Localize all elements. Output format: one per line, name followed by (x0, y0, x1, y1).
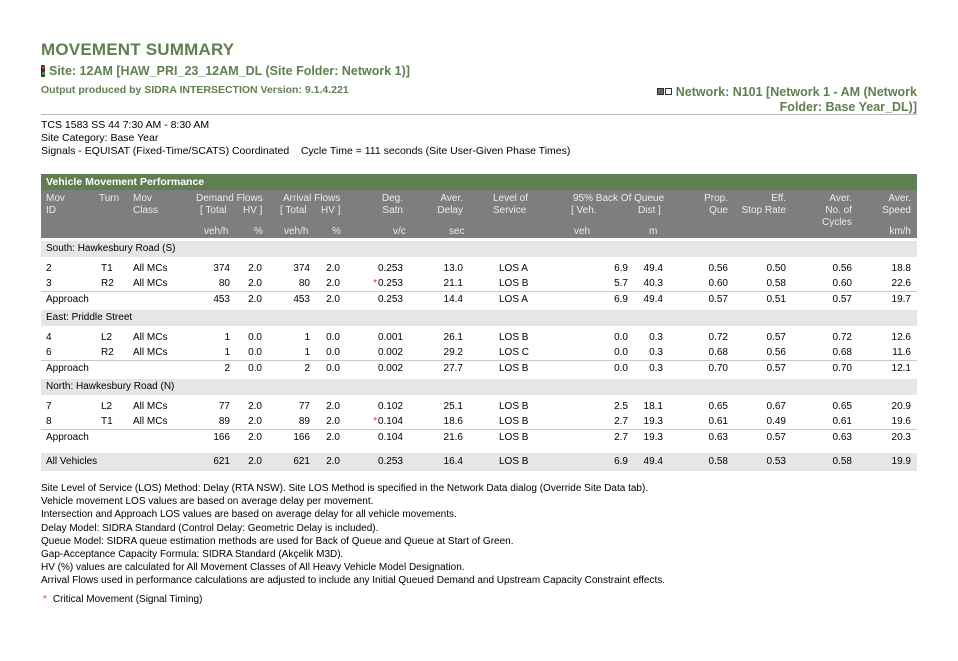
hdr-demand-hv: HV ] (243, 205, 263, 216)
deg-value: 0.104 (377, 416, 403, 427)
cell-dt: 2 (224, 363, 230, 374)
cell-esr: 0.49 (766, 416, 786, 427)
cell-delay: 25.1 (443, 401, 463, 412)
hdr-deg1: Deg. (381, 193, 403, 204)
cell-turn: L2 (101, 401, 113, 412)
cell-ahv: 2.0 (326, 401, 340, 412)
cell-ahv: 0.0 (326, 363, 340, 374)
hdr-aver2: Delay (437, 205, 463, 216)
hdr-demand: Demand Flows (196, 193, 263, 204)
hdr-eff2: Stop Rate (741, 205, 786, 216)
info-line: Site Category: Base Year (41, 132, 159, 144)
cell-qd: 49.4 (643, 263, 663, 274)
cell-delay: 13.0 (443, 263, 463, 274)
cell-dhv: 2.0 (248, 263, 262, 274)
cell-deg: 0.253 (377, 263, 403, 274)
unit-speed: km/h (889, 226, 911, 237)
cell-qd: 19.3 (643, 432, 663, 443)
traffic-signal-icon (41, 65, 45, 77)
cell-deg (373, 414, 403, 429)
cell-pq: 0.57 (708, 294, 728, 305)
hdr-prop2: Que (709, 205, 728, 216)
cell-cls: All MCs (133, 347, 168, 358)
cell-turn: R2 (101, 347, 114, 358)
network-text-1: Network: N101 [Network 1 - AM (Network (675, 85, 917, 99)
cell-pq: 0.70 (708, 363, 728, 374)
unit-queue-veh: veh (574, 226, 591, 237)
cell-qv: 0.0 (614, 347, 628, 358)
hdr-spd2: Speed (882, 205, 911, 216)
table-row (41, 399, 917, 414)
critical-star-icon: * (373, 416, 377, 427)
cell-qv: 2.7 (614, 416, 628, 427)
cell-ahv: 2.0 (326, 294, 340, 305)
unit-demand-total: veh/h (204, 226, 229, 237)
all-vehicles-row (41, 453, 917, 471)
cell-qv: 2.5 (614, 401, 628, 412)
cell-cyc: 0.56 (832, 263, 852, 274)
critical-star-icon: * (43, 594, 47, 605)
cell-qv: 0.0 (614, 363, 628, 374)
cell-ahv: 2.0 (326, 278, 340, 289)
cell-dhv: 0.0 (248, 347, 262, 358)
notes (41, 482, 665, 588)
cell-pq: 0.61 (708, 416, 728, 427)
note-line: Intersection and Approach LOS values are based on average delay for all vehicle movements. (41, 509, 457, 521)
cell-spd: 18.8 (891, 263, 911, 274)
cell-spd: 19.6 (891, 416, 911, 427)
cell-delay: 18.6 (443, 416, 463, 427)
cell-at: 453 (293, 294, 310, 305)
hdr-cyc1: Aver. (829, 193, 852, 204)
cell-esr: 0.57 (766, 432, 786, 443)
hdr-arrival: Arrival Flows (283, 193, 341, 204)
section-heading: North: Hawkesbury Road (N) (41, 379, 917, 395)
cell-id: 7 (46, 401, 52, 412)
network-text-2: Folder: Base Year_DL)] (779, 100, 917, 114)
cell-delay: 21.6 (443, 432, 463, 443)
cell-dhv: 0.0 (248, 332, 262, 343)
network-line (617, 85, 917, 115)
cell-qv: 2.7 (614, 432, 628, 443)
cell-pq: 0.68 (708, 347, 728, 358)
cell-dt: 77 (218, 401, 230, 412)
hdr-aver1: Aver. (440, 193, 463, 204)
note-line: HV (%) values are calculated for All Movement Classes of All Heavy Vehicle Model Designation. (41, 562, 465, 574)
table-row (41, 414, 917, 429)
cell-dt: 374 (213, 263, 230, 274)
cell-esr: 0.57 (766, 332, 786, 343)
cell-cyc: 0.63 (832, 432, 852, 443)
hdr-queue-veh: [ Veh. (571, 205, 597, 216)
cell-dhv: 2.0 (248, 401, 262, 412)
site-info (41, 119, 570, 158)
cell-dt: 80 (218, 278, 230, 289)
cell-dhv: 2.0 (248, 294, 262, 305)
section-heading: South: Hawkesbury Road (S) (41, 241, 917, 257)
cell-spd: 20.3 (891, 432, 911, 443)
cell-cyc: 0.72 (832, 332, 852, 343)
hdr-eff1: Eff. (771, 193, 786, 204)
cell-esr: 0.56 (766, 347, 786, 358)
cell-cls: All MCs (133, 278, 168, 289)
cell-esr: 0.67 (766, 401, 786, 412)
hdr-los1: Level of (493, 193, 529, 204)
cell-ahv: 2.0 (326, 416, 340, 427)
cell-qd: 40.3 (643, 278, 663, 289)
cell-cyc: 0.60 (832, 278, 852, 289)
info-line: TCS 1583 SS 44 7:30 AM - 8:30 AM (41, 119, 210, 131)
note-line: Gap-Acceptance Capacity Formula: SIDRA Standard (Akçelik M3D). (41, 549, 344, 561)
cell-at: 77 (298, 401, 310, 412)
output-line: Output produced by SIDRA INTERSECTION Version: 9.1.4.221 (41, 84, 349, 96)
cell-los: LOS B (499, 416, 529, 427)
cell-dhv: 2.0 (248, 432, 262, 443)
cell-cyc: 0.68 (832, 347, 852, 358)
cell-at: 1 (304, 332, 310, 343)
hdr-queue: 95% Back Of Queue (573, 193, 665, 204)
cell-pq: 0.63 (708, 432, 728, 443)
cell-pq: 0.72 (708, 332, 728, 343)
cell-ahv: 0.0 (326, 347, 340, 358)
hdr-spd1: Aver. (888, 193, 911, 204)
hdr-class1: Mov (133, 193, 152, 204)
cell-ahv: 2.0 (326, 263, 340, 274)
cell-qd: 0.3 (649, 347, 663, 358)
legend (41, 594, 202, 605)
cell-qd: 49.4 (643, 456, 663, 467)
cell-deg: 0.253 (377, 456, 403, 467)
divider (41, 114, 917, 115)
hdr-cyc3: Cycles (821, 217, 852, 228)
cell-dhv: 2.0 (248, 416, 262, 427)
note-line: Delay Model: SIDRA Standard (Control Delay: Geometric Delay is included). (41, 522, 379, 534)
unit-delay: sec (449, 226, 465, 237)
cell-qd: 0.3 (649, 332, 663, 343)
cell-spd: 12.1 (891, 363, 911, 374)
cell-cyc: 0.57 (832, 294, 852, 305)
cell-los: LOS A (499, 294, 528, 305)
cell-deg: 0.102 (377, 401, 403, 412)
unit-arrival-total: veh/h (284, 226, 309, 237)
table-body (41, 241, 917, 471)
cell-ahv: 2.0 (326, 432, 340, 443)
cell-at: 89 (298, 416, 310, 427)
cell-delay: 14.4 (443, 294, 463, 305)
cell-cls: All MCs (133, 263, 168, 274)
cell-at: 166 (293, 432, 310, 443)
cell-id: 6 (46, 347, 52, 358)
cell-turn: T1 (101, 263, 113, 274)
cell-deg: 0.002 (377, 347, 403, 358)
approach-row (41, 360, 917, 376)
site-text: Site: 12AM [HAW_PRI_23_12AM_DL (Site Folder: Network 1)] (49, 64, 410, 78)
cell-cyc: 0.61 (832, 416, 852, 427)
cell-dt: 1 (224, 347, 230, 358)
approach-row (41, 429, 917, 445)
cell-los: LOS B (499, 456, 529, 467)
cell-qv: 6.9 (614, 294, 628, 305)
cell-los: LOS B (499, 401, 529, 412)
cell-esr: 0.57 (766, 363, 786, 374)
unit-arrival-hv: % (332, 226, 341, 237)
hdr-mov: Mov (46, 193, 65, 204)
approach-row (41, 291, 917, 307)
movement-performance-table (41, 174, 917, 471)
cell-id: 8 (46, 416, 52, 427)
cell-deg: 0.253 (377, 294, 403, 305)
table-row (41, 345, 917, 360)
cell-qd: 19.3 (643, 416, 663, 427)
cell-cyc: 0.65 (832, 401, 852, 412)
cell-qd: 49.4 (643, 294, 663, 305)
cell-qd: 0.3 (649, 363, 663, 374)
all-vehicles-label: All Vehicles (46, 456, 98, 467)
cell-spd: 19.9 (891, 456, 911, 467)
cell-pq: 0.60 (708, 278, 728, 289)
table-row (41, 261, 917, 276)
section-heading: East: Priddle Street (41, 310, 917, 326)
hdr-queue-dist: Dist ] (638, 205, 661, 216)
cell-ahv: 2.0 (326, 456, 340, 467)
cell-qv: 0.0 (614, 332, 628, 343)
cell-los: LOS B (499, 432, 529, 443)
cell-turn: T1 (101, 416, 113, 427)
info-line: Signals - EQUISAT (Fixed-Time/SCATS) Coordinated Cycle Time = 111 seconds (Site User-Given Phase Times) (41, 145, 571, 157)
report-title: MOVEMENT SUMMARY (41, 40, 235, 59)
cell-dhv: 2.0 (248, 456, 262, 467)
note-line: Queue Model: SIDRA queue estimation methods are used for Back of Queue and Queue at Start of Green. (41, 535, 514, 547)
unit-deg: v/c (393, 226, 406, 237)
site-line (41, 64, 410, 78)
cell-cyc: 0.70 (832, 363, 852, 374)
cell-at: 2 (304, 363, 310, 374)
note-line: Vehicle movement LOS values are based on average delay per movement. (41, 496, 374, 508)
hdr-turn: Turn (99, 193, 120, 204)
cell-dt: 621 (213, 456, 230, 467)
cell-esr: 0.53 (766, 456, 786, 467)
cell-spd: 19.7 (891, 294, 911, 305)
cell-deg: 0.104 (377, 432, 403, 443)
hdr-arrival-hv: HV ] (321, 205, 341, 216)
hdr-demand-total: [ Total (200, 205, 227, 216)
cell-los: LOS C (499, 347, 530, 358)
cell-los: LOS B (499, 332, 529, 343)
cell-delay: 16.4 (443, 456, 463, 467)
cell-deg: 0.001 (377, 332, 403, 343)
note-line: Site Level of Service (LOS) Method: Delay (RTA NSW). Site LOS Method is specified in the Network Data dialog (Override Site Data tab). (41, 483, 649, 494)
cell-cyc: 0.58 (832, 456, 852, 467)
cell-esr: 0.50 (766, 263, 786, 274)
cell-at: 80 (298, 278, 310, 289)
approach-label: Approach (46, 363, 89, 374)
unit-queue-dist: m (649, 226, 658, 237)
table-row (41, 276, 917, 291)
cell-los: LOS A (499, 263, 528, 274)
cell-qv: 6.9 (614, 456, 628, 467)
cell-dhv: 2.0 (248, 278, 262, 289)
cell-cls: All MCs (133, 416, 168, 427)
deg-value: 0.253 (377, 278, 403, 289)
cell-delay: 29.2 (443, 347, 463, 358)
hdr-los2: Service (493, 205, 527, 216)
hdr-arrival-total: [ Total (280, 205, 307, 216)
cell-spd: 22.6 (891, 278, 911, 289)
cell-pq: 0.58 (708, 456, 728, 467)
cell-id: 4 (46, 332, 52, 343)
cell-turn: L2 (101, 332, 113, 343)
cell-pq: 0.65 (708, 401, 728, 412)
critical-star-icon: * (373, 278, 377, 289)
cell-qv: 5.7 (614, 278, 628, 289)
cell-dt: 453 (213, 294, 230, 305)
cell-esr: 0.51 (766, 294, 786, 305)
cell-ahv: 0.0 (326, 332, 340, 343)
cell-deg (373, 276, 403, 291)
cell-qv: 6.9 (614, 263, 628, 274)
cell-delay: 21.1 (443, 278, 463, 289)
network-icon (657, 88, 671, 95)
cell-at: 1 (304, 347, 310, 358)
cell-deg: 0.002 (377, 363, 403, 374)
cell-dt: 1 (224, 332, 230, 343)
hdr-prop1: Prop. (704, 193, 728, 204)
cell-dt: 166 (213, 432, 230, 443)
table-header (41, 190, 917, 238)
cell-cls: All MCs (133, 401, 168, 412)
cell-delay: 26.1 (443, 332, 463, 343)
cell-cls: All MCs (133, 332, 168, 343)
cell-los: LOS B (499, 278, 529, 289)
cell-id: 3 (46, 278, 52, 289)
cell-id: 2 (46, 263, 52, 274)
cell-qd: 18.1 (643, 401, 663, 412)
approach-label: Approach (46, 294, 89, 305)
approach-label: Approach (46, 432, 89, 443)
table-title: Vehicle Movement Performance (41, 174, 917, 190)
cell-spd: 11.6 (892, 347, 911, 358)
cell-dt: 89 (218, 416, 230, 427)
cell-spd: 12.6 (891, 332, 911, 343)
hdr-id: ID (46, 205, 56, 216)
cell-at: 374 (293, 263, 310, 274)
hdr-class2: Class (133, 205, 159, 216)
cell-esr: 0.58 (766, 278, 786, 289)
hdr-cyc2: No. of (825, 205, 852, 216)
cell-los: LOS B (499, 363, 529, 374)
cell-dhv: 0.0 (248, 363, 262, 374)
unit-demand-hv: % (254, 226, 263, 237)
cell-pq: 0.56 (708, 263, 728, 274)
cell-delay: 27.7 (443, 363, 463, 374)
cell-at: 621 (293, 456, 310, 467)
legend-label: Critical Movement (Signal Timing) (52, 594, 203, 605)
table-row (41, 330, 917, 345)
note-line: Arrival Flows used in performance calculations are adjusted to include any Initial Queued Demand and Upstream Capacity Constraint effects. (41, 575, 666, 587)
hdr-deg2: Satn (382, 205, 403, 216)
cell-spd: 20.9 (891, 401, 911, 412)
cell-turn: R2 (101, 278, 114, 289)
